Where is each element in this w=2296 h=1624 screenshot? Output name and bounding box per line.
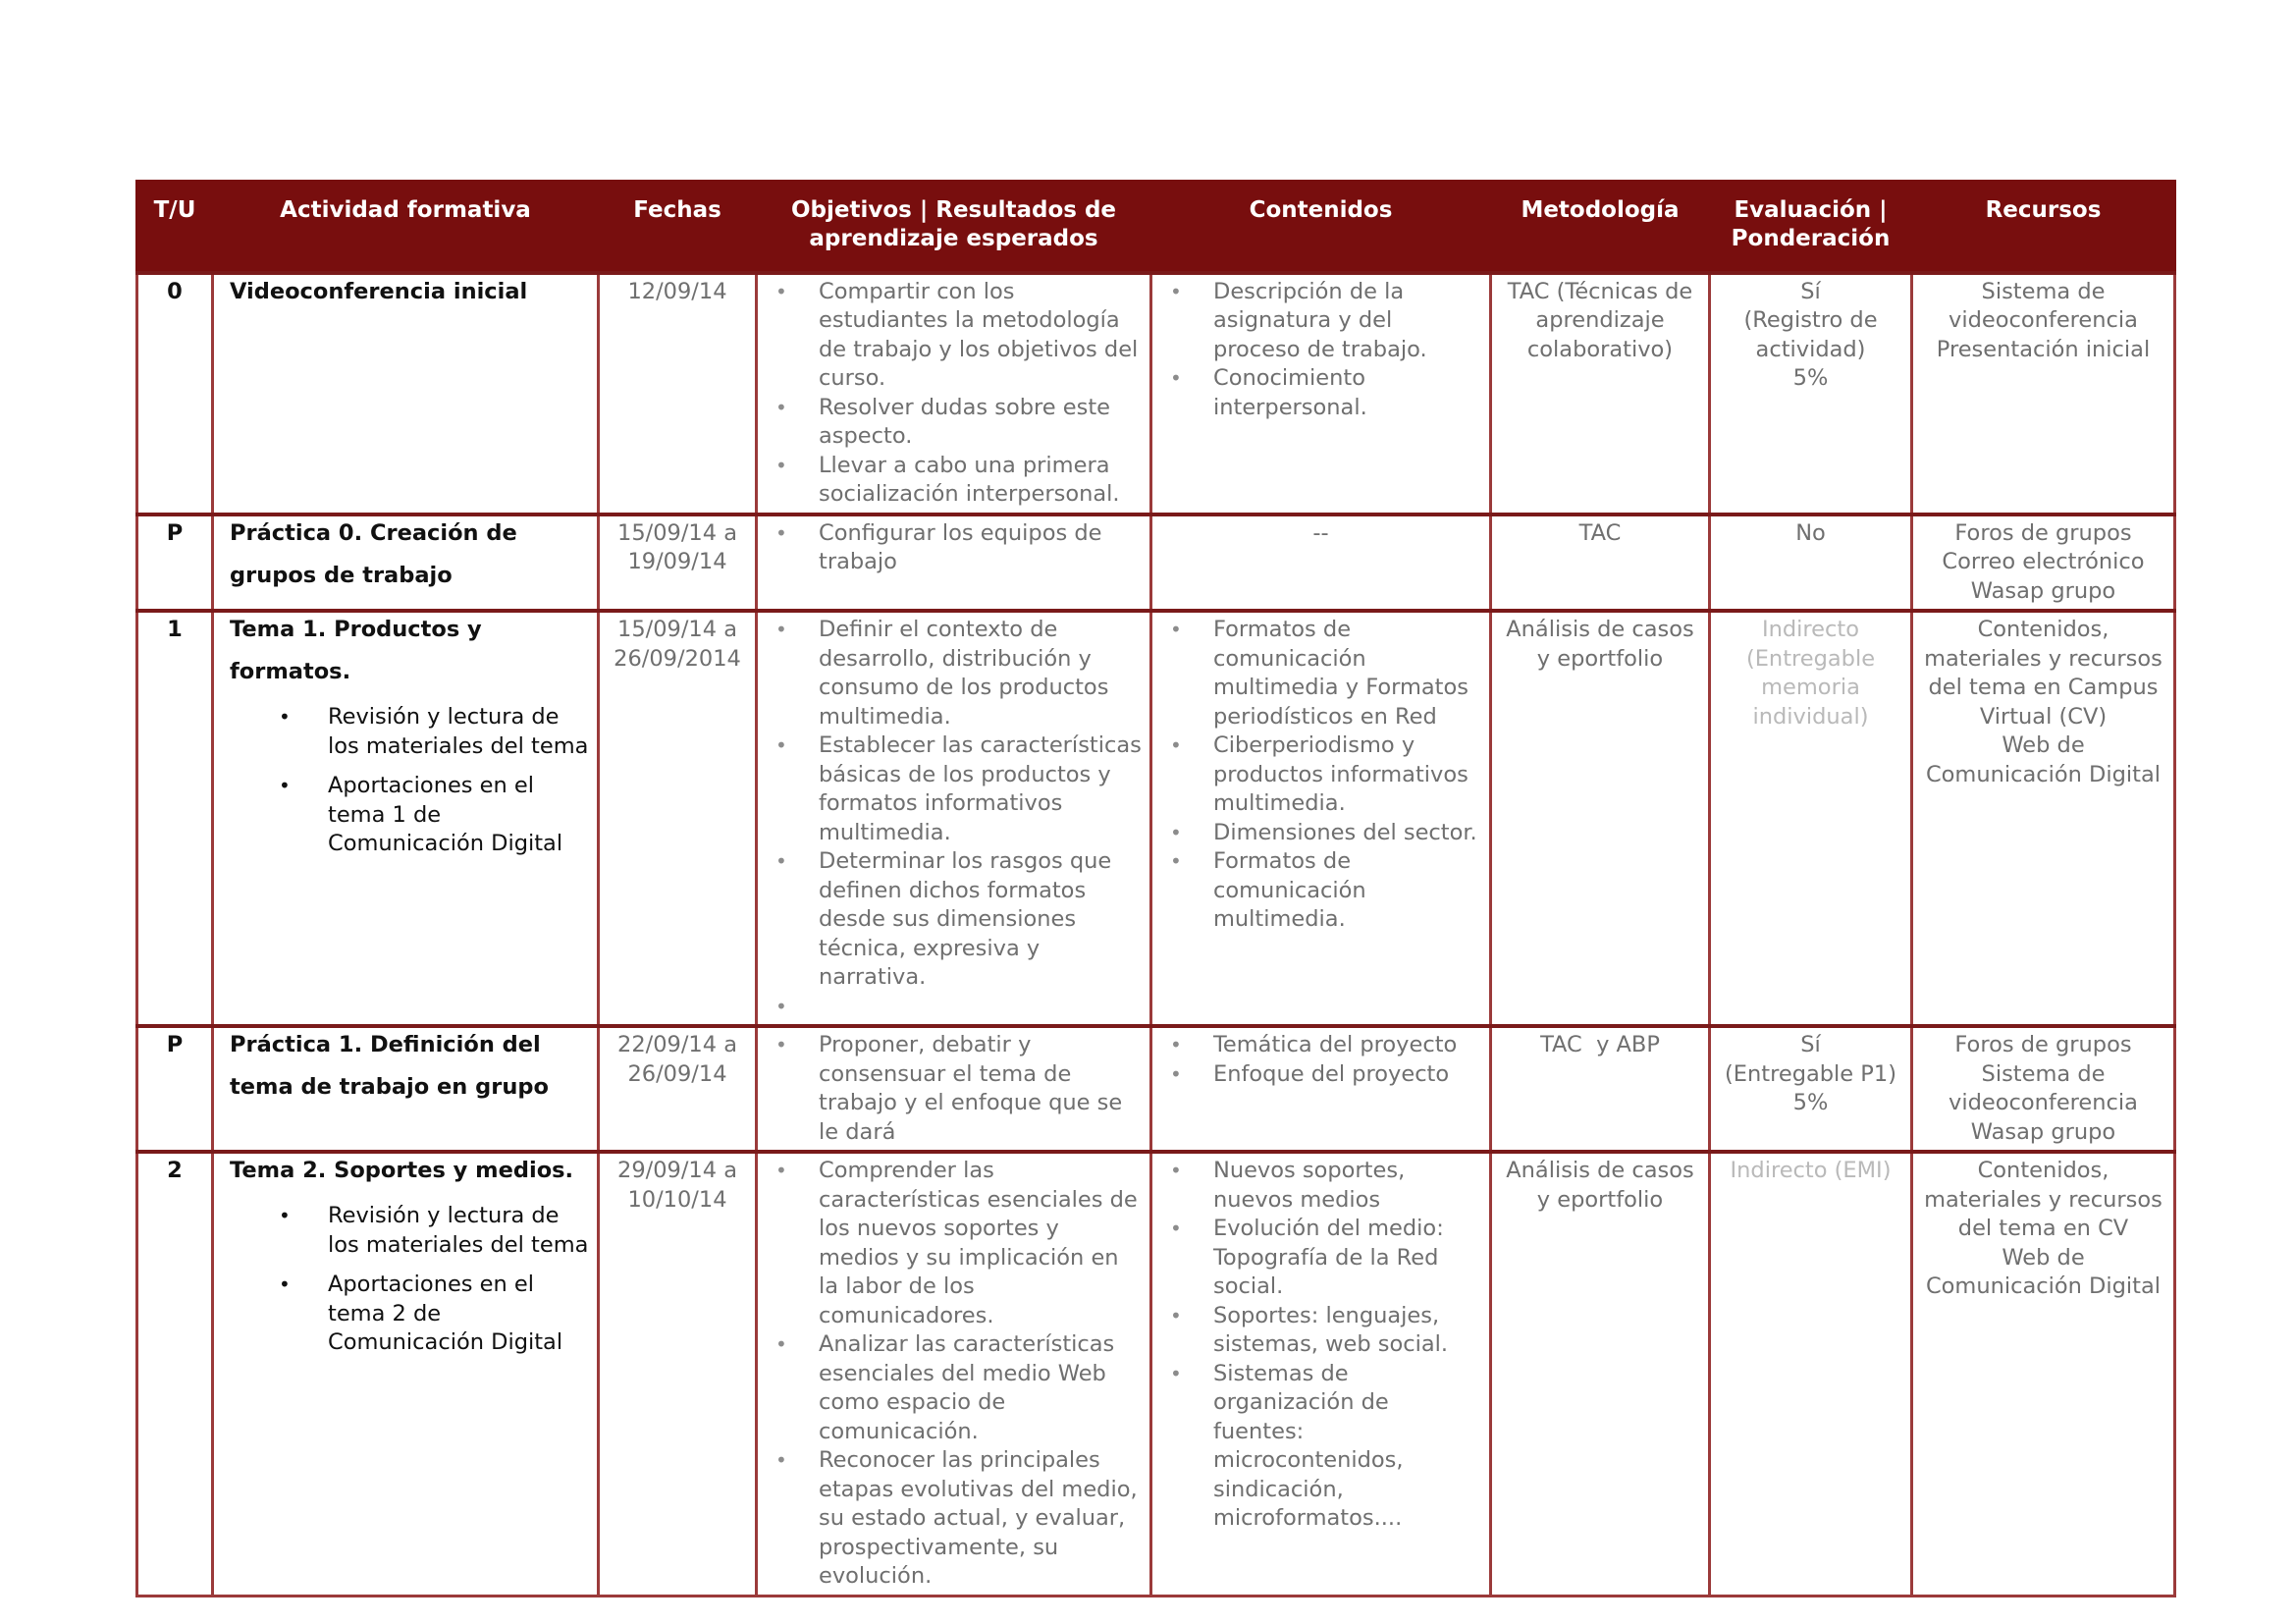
- resource-line: Sistema de videoconferencia: [1949, 278, 2138, 333]
- evaluation-line: (Entregable P1): [1725, 1060, 1896, 1087]
- evaluation-cell: [1710, 1152, 1912, 1596]
- activity-cell: [213, 273, 599, 514]
- contents-cell: [1151, 1152, 1491, 1596]
- methodology-cell: Análisis de casos y eportfolio: [1491, 611, 1710, 1026]
- content-item: • Sistemas de organización de fuentes: microcontenidos, sindicación, microformatos....: [1160, 1360, 1481, 1534]
- header-evaluation: Evaluación | Ponderación: [1710, 182, 1912, 273]
- content-item: • Evolución del medio: Topografía de la Red social.: [1160, 1215, 1481, 1302]
- objective-item: • Compartir con los estudiantes la metodología de trabajo y los objetivos del curso.: [766, 278, 1142, 394]
- content-item: • Formatos de comunicación multimedia y Formatos periodísticos en Red: [1160, 616, 1481, 731]
- header-contents: Contenidos: [1151, 182, 1491, 273]
- contents-cell: [1151, 273, 1491, 514]
- table-row: [137, 1026, 2175, 1152]
- resource-line: Foros de grupos: [1954, 1032, 2132, 1057]
- activity-cell: [213, 1152, 599, 1596]
- activity-title: Tema 2. Soportes y medios.: [230, 1158, 574, 1183]
- table-row: [137, 273, 2175, 514]
- objective-item: • Proponer, debatir y consensuar el tema de trabajo y el enfoque que se le dará: [766, 1031, 1142, 1147]
- evaluation-line: Sí: [1800, 278, 1821, 304]
- activity-subitem: • Revisión y lectura de los materiales del tema: [230, 1202, 589, 1260]
- activity-cell: [213, 1026, 599, 1152]
- evaluation-line: 5%: [1792, 365, 1829, 391]
- table-row: [137, 1152, 2175, 1596]
- header-dates: Fechas: [599, 182, 757, 273]
- evaluation-cell: [1710, 1026, 1912, 1152]
- resource-line: Wasap grupo: [1970, 577, 2116, 604]
- course-schedule-sheet: [135, 180, 2173, 1597]
- table-row: [137, 514, 2175, 612]
- activity-title: Práctica 0. Creación de grupos de trabajo: [230, 519, 517, 588]
- objective-item: • Resolver dudas sobre este aspecto.: [766, 394, 1142, 452]
- objective-item: • Comprender las características esenciales de los nuevos soportes y medios y su implicación en la labor de los comunicadores.: [766, 1157, 1142, 1330]
- header-methodology: Metodología: [1491, 182, 1710, 273]
- evaluation-line: Sí: [1800, 1032, 1821, 1057]
- resources-cell: [1912, 611, 2175, 1026]
- activity-title: Práctica 1. Definición del tema de trabajo en grupo: [230, 1032, 549, 1100]
- evaluation-line: 5%: [1792, 1090, 1829, 1115]
- table-row: [137, 611, 2175, 1026]
- activity-table: [135, 180, 2176, 1597]
- tu-cell: 1: [137, 611, 213, 1026]
- content-item: • Ciberperiodismo y productos informativos multimedia.: [1160, 731, 1481, 819]
- objective-item: • Llevar a cabo una primera socialización interpersonal.: [766, 452, 1142, 510]
- tu-cell: 2: [137, 1152, 213, 1596]
- table-header-row: [137, 182, 2175, 273]
- evaluation-line: Indirecto (EMI): [1730, 1158, 1892, 1183]
- tu-cell: P: [137, 1026, 213, 1152]
- evaluation-cell: [1710, 514, 1912, 612]
- content-item: • Formatos de comunicación multimedia.: [1160, 847, 1481, 935]
- content-item: • Dimensiones del sector.: [1160, 819, 1481, 848]
- tu-cell: P: [137, 514, 213, 612]
- objectives-cell: [757, 611, 1151, 1026]
- resource-line: Presentación inicial: [1936, 336, 2151, 362]
- dates-cell: 15/09/14 a 19/09/14: [599, 514, 757, 612]
- content-item: • Conocimiento interpersonal.: [1160, 364, 1481, 422]
- activity-title: Tema 1. Productos y formatos.: [230, 617, 482, 684]
- content-item: • Nuevos soportes, nuevos medios: [1160, 1157, 1481, 1215]
- header-resources: Recursos: [1912, 182, 2175, 273]
- header-objectives: Objetivos | Resultados de aprendizaje esperados: [757, 182, 1151, 273]
- activity-cell: [213, 514, 599, 612]
- resources-cell: [1912, 273, 2175, 514]
- activity-title: Videoconferencia inicial: [230, 278, 528, 304]
- objective-item: • Configurar los equipos de trabajo: [766, 519, 1142, 577]
- resource-line: Web de Comunicación Digital: [1925, 732, 2162, 787]
- objective-item: • Determinar los rasgos que definen dichos formatos desde sus dimensiones técnica, expresiva y narrativa.: [766, 847, 1142, 993]
- resource-line: Foros de grupos: [1954, 519, 2132, 546]
- resource-line: Contenidos, materiales y recursos del tema en CV: [1924, 1158, 2163, 1241]
- tu-cell: 0: [137, 273, 213, 514]
- content-item: • Enfoque del proyecto: [1160, 1060, 1481, 1090]
- contents-cell: --: [1151, 514, 1491, 612]
- objective-item: • Establecer las características básicas de los productos y formatos informativos multimedia.: [766, 731, 1142, 847]
- resource-line: Web de Comunicación Digital: [1925, 1244, 2162, 1299]
- dates-cell: 15/09/14 a 26/09/2014: [599, 611, 757, 1026]
- dates-cell: 22/09/14 a 26/09/14: [599, 1026, 757, 1152]
- header-activity: Actividad formativa: [213, 182, 599, 273]
- objectives-cell: [757, 273, 1151, 514]
- content-item: • Soportes: lenguajes, sistemas, web social.: [1160, 1302, 1481, 1360]
- activity-subitem: • Revisión y lectura de los materiales del tema: [230, 703, 589, 761]
- objectives-cell: [757, 1026, 1151, 1152]
- resource-line: Wasap grupo: [1970, 1118, 2116, 1145]
- evaluation-line: No: [1795, 519, 1826, 546]
- resources-cell: [1912, 1026, 2175, 1152]
- objective-item: • Reconocer las principales etapas evolutivas del medio, su estado actual, y evaluar, prospectivamente, su evolución.: [766, 1446, 1142, 1592]
- contents-cell: [1151, 1026, 1491, 1152]
- dates-cell: 12/09/14: [599, 273, 757, 514]
- resources-cell: [1912, 514, 2175, 612]
- methodology-cell: TAC (Técnicas de aprendizaje colaborativo): [1491, 273, 1710, 514]
- resource-line: Correo electrónico: [1942, 549, 2145, 574]
- methodology-cell: TAC: [1491, 514, 1710, 612]
- activity-cell: [213, 611, 599, 1026]
- evaluation-cell: [1710, 611, 1912, 1026]
- content-item: • Temática del proyecto: [1160, 1031, 1481, 1060]
- activity-subitem: • Aportaciones en el tema 2 de Comunicación Digital: [230, 1271, 589, 1358]
- evaluation-cell: [1710, 273, 1912, 514]
- dates-cell: 29/09/14 a 10/10/14: [599, 1152, 757, 1596]
- resource-line: Sistema de videoconferencia: [1949, 1060, 2138, 1115]
- resource-line: Contenidos, materiales y recursos del tema en Campus Virtual (CV): [1924, 617, 2163, 730]
- objectives-cell: [757, 1152, 1151, 1596]
- objective-item: • Definir el contexto de desarrollo, distribución y consumo de los productos multimedia.: [766, 616, 1142, 731]
- activity-subitem: • Aportaciones en el tema 1 de Comunicación Digital: [230, 772, 589, 859]
- evaluation-line: Indirecto (Entregable memoria individual): [1745, 617, 1876, 730]
- objective-item: [766, 993, 1142, 1022]
- content-item: • Descripción de la asignatura y del proceso de trabajo.: [1160, 278, 1481, 365]
- methodology-cell: Análisis de casos y eportfolio: [1491, 1152, 1710, 1596]
- contents-cell: [1151, 611, 1491, 1026]
- evaluation-line: (Registro de actividad): [1743, 307, 1878, 362]
- objectives-cell: [757, 514, 1151, 612]
- resources-cell: [1912, 1152, 2175, 1596]
- methodology-cell: TAC y ABP: [1491, 1026, 1710, 1152]
- header-tu: T/U: [137, 182, 213, 273]
- objective-item: • Analizar las características esenciales del medio Web como espacio de comunicación.: [766, 1330, 1142, 1446]
